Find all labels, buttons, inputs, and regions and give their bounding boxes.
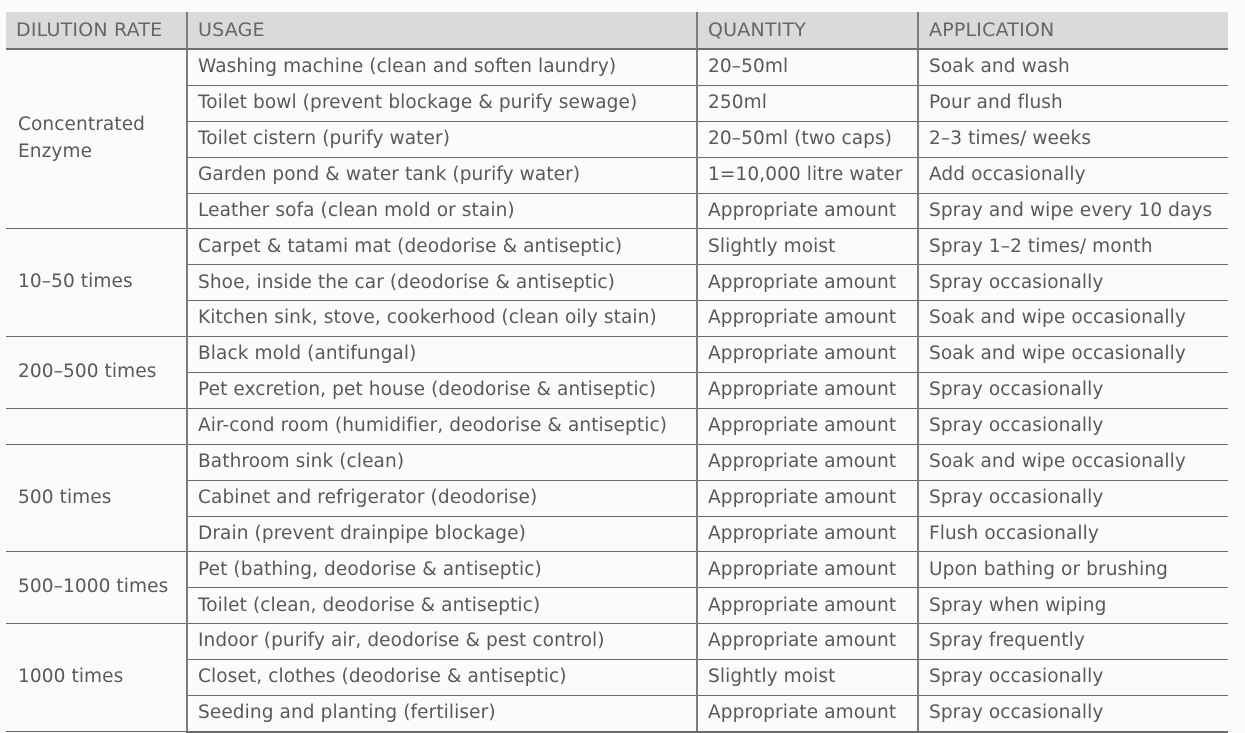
table-row — [6, 373, 1228, 409]
quantity-cell: Appropriate amount — [697, 552, 918, 588]
usage-cell: Shoe, inside the car (deodorise & antiseptic) — [187, 265, 697, 301]
table-row — [6, 337, 1228, 373]
application-cell: Spray when wiping — [918, 588, 1228, 624]
dilution-rate-cell: 1000 times — [6, 624, 187, 732]
dilution-rate-cell: 500 times — [6, 444, 187, 552]
usage-cell: Closet, clothes (deodorise & antiseptic) — [187, 660, 697, 696]
quantity-cell: Appropriate amount — [697, 408, 918, 444]
table-row — [6, 85, 1228, 121]
dilution-rate-cell: 10–50 times — [6, 229, 187, 337]
table-row — [6, 660, 1228, 696]
application-cell: Spray occasionally — [918, 660, 1228, 696]
quantity-cell: 20–50ml (two caps) — [697, 121, 918, 157]
usage-cell: Toilet cistern (purify water) — [187, 121, 697, 157]
table-row — [6, 121, 1228, 157]
table-row — [6, 408, 1228, 444]
usage-cell: Pet excretion, pet house (deodorise & antiseptic) — [187, 373, 697, 409]
table-row — [6, 193, 1228, 229]
quantity-cell: Appropriate amount — [697, 265, 918, 301]
usage-cell: Black mold (antifungal) — [187, 337, 697, 373]
quantity-cell: Appropriate amount — [697, 373, 918, 409]
usage-cell: Toilet bowl (prevent blockage & purify sewage) — [187, 85, 697, 121]
application-cell: Soak and wipe occasionally — [918, 301, 1228, 337]
application-cell: Soak and wipe occasionally — [918, 444, 1228, 480]
application-cell: Add occasionally — [918, 157, 1228, 193]
table-row — [6, 301, 1228, 337]
dilution-table — [6, 12, 1228, 733]
table-row — [6, 588, 1228, 624]
dilution-rate-cell — [6, 408, 187, 444]
usage-cell: Toilet (clean, deodorise & antiseptic) — [187, 588, 697, 624]
application-cell: Flush occasionally — [918, 516, 1228, 552]
table-row — [6, 49, 1228, 85]
usage-cell: Kitchen sink, stove, cookerhood (clean oily stain) — [187, 301, 697, 337]
quantity-cell: Appropriate amount — [697, 444, 918, 480]
dilution-table-sheet — [6, 12, 1228, 722]
table-body — [6, 49, 1228, 732]
quantity-cell: Appropriate amount — [697, 301, 918, 337]
usage-cell: Garden pond & water tank (purify water) — [187, 157, 697, 193]
usage-cell: Drain (prevent drainpipe blockage) — [187, 516, 697, 552]
application-cell: Spray occasionally — [918, 265, 1228, 301]
header-application: APPLICATION — [918, 12, 1228, 49]
table-row — [6, 516, 1228, 552]
quantity-cell: 1=10,000 litre water — [697, 157, 918, 193]
usage-cell: Cabinet and refrigerator (deodorise) — [187, 480, 697, 516]
application-cell: 2–3 times/ weeks — [918, 121, 1228, 157]
header-dilution-rate: DILUTION RATE — [6, 12, 187, 49]
dilution-rate-cell: Concentrated Enzyme — [6, 49, 187, 229]
quantity-cell: Appropriate amount — [697, 480, 918, 516]
header-quantity: QUANTITY — [697, 12, 918, 49]
quantity-cell: 20–50ml — [697, 49, 918, 85]
table-row — [6, 552, 1228, 588]
usage-cell: Air-cond room (humidifier, deodorise & antiseptic) — [187, 408, 697, 444]
application-cell: Spray occasionally — [918, 696, 1228, 732]
application-cell: Spray frequently — [918, 624, 1228, 660]
quantity-cell: Slightly moist — [697, 229, 918, 265]
quantity-cell: Appropriate amount — [697, 588, 918, 624]
table-row — [6, 480, 1228, 516]
application-cell: Spray occasionally — [918, 408, 1228, 444]
table-row — [6, 157, 1228, 193]
table-row — [6, 265, 1228, 301]
quantity-cell: Appropriate amount — [697, 624, 918, 660]
application-cell: Spray 1–2 times/ month — [918, 229, 1228, 265]
table-row — [6, 624, 1228, 660]
application-cell: Spray and wipe every 10 days — [918, 193, 1228, 229]
application-cell: Upon bathing or brushing — [918, 552, 1228, 588]
usage-cell: Washing machine (clean and soften laundry) — [187, 49, 697, 85]
usage-cell: Seeding and planting (fertiliser) — [187, 696, 697, 732]
quantity-cell: Slightly moist — [697, 660, 918, 696]
usage-cell: Bathroom sink (clean) — [187, 444, 697, 480]
application-cell: Spray occasionally — [918, 480, 1228, 516]
table-row — [6, 696, 1228, 732]
application-cell: Spray occasionally — [918, 373, 1228, 409]
quantity-cell: Appropriate amount — [697, 516, 918, 552]
quantity-cell: Appropriate amount — [697, 337, 918, 373]
application-cell: Soak and wipe occasionally — [918, 337, 1228, 373]
quantity-cell: 250ml — [697, 85, 918, 121]
application-cell: Soak and wash — [918, 49, 1228, 85]
usage-cell: Pet (bathing, deodorise & antiseptic) — [187, 552, 697, 588]
usage-cell: Carpet & tatami mat (deodorise & antiseptic) — [187, 229, 697, 265]
application-cell: Pour and flush — [918, 85, 1228, 121]
quantity-cell: Appropriate amount — [697, 696, 918, 732]
dilution-rate-cell: 500–1000 times — [6, 552, 187, 624]
usage-cell: Leather sofa (clean mold or stain) — [187, 193, 697, 229]
dilution-rate-cell: 200–500 times — [6, 337, 187, 409]
table-row — [6, 444, 1228, 480]
header-usage: USAGE — [187, 12, 697, 49]
table-row — [6, 229, 1228, 265]
header-row — [6, 12, 1228, 49]
quantity-cell: Appropriate amount — [697, 193, 918, 229]
usage-cell: Indoor (purify air, deodorise & pest control) — [187, 624, 697, 660]
